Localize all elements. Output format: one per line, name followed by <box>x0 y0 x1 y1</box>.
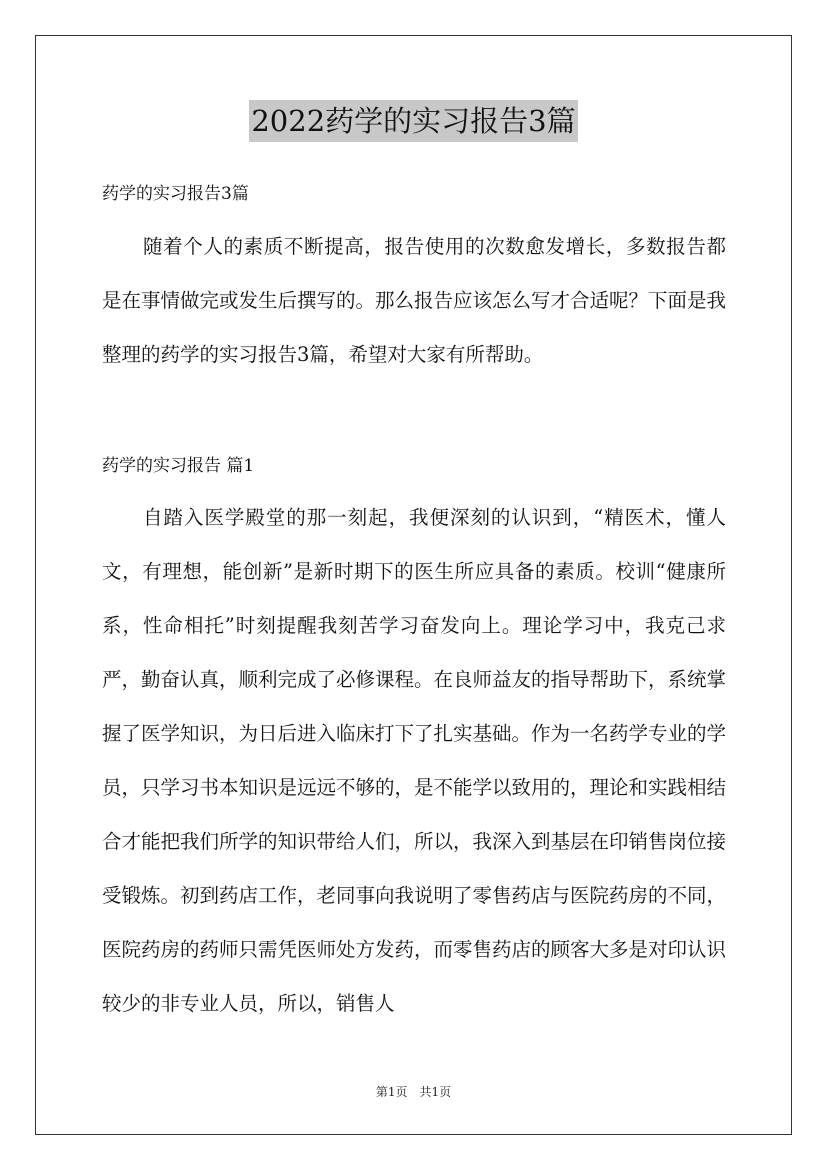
page-footer: 第1页 共1页 <box>375 1085 452 1099</box>
section-body-paragraph: 自踏入医学殿堂的那一刻起，我便深刻的认识到，“精医术，懂人文，有理想，能创新”是新时期下的医生所应具备的素质。校训“健康所系，性命相托”时刻提醒我刻苦学习奋发向上。理论学习中，我克己求严，勤奋认真，顺利完成了必修课程。在良师益友的指导帮助下，系统掌握了医学知识，为日后进入临床打下了扎实基础。作为一名药学专业的学员，只学习书本知识是远远不够的，是不能学以致用的，理论和实践相结合才能把我们所学的知识带给人们，所以，我深入到基层在印销售岗位接受锻炼。初到药店工作，老同事向我说明了零售药店与医院药房的不同，医院药房的药师只需凭医师处方发药，而零售药店的顾客大多是对印认识较少的非专业人员，所以，销售人 <box>102 506 727 1015</box>
document-title <box>0 100 827 142</box>
section-heading: 药学的实习报告 篇1 <box>102 456 255 476</box>
document-title-text: 2022药学的实习报告3篇 <box>249 100 577 142</box>
intro-paragraph: 随着个人的素质不断提高，报告使用的次数愈发增长，多数报告都是在事情做完或发生后撰写的。那么报告应该怎么写才合适呢？下面是我整理的药学的实习报告3篇，希望对大家有所帮助。 <box>102 235 727 366</box>
document-subtitle: 药学的实习报告3篇 <box>102 184 249 204</box>
